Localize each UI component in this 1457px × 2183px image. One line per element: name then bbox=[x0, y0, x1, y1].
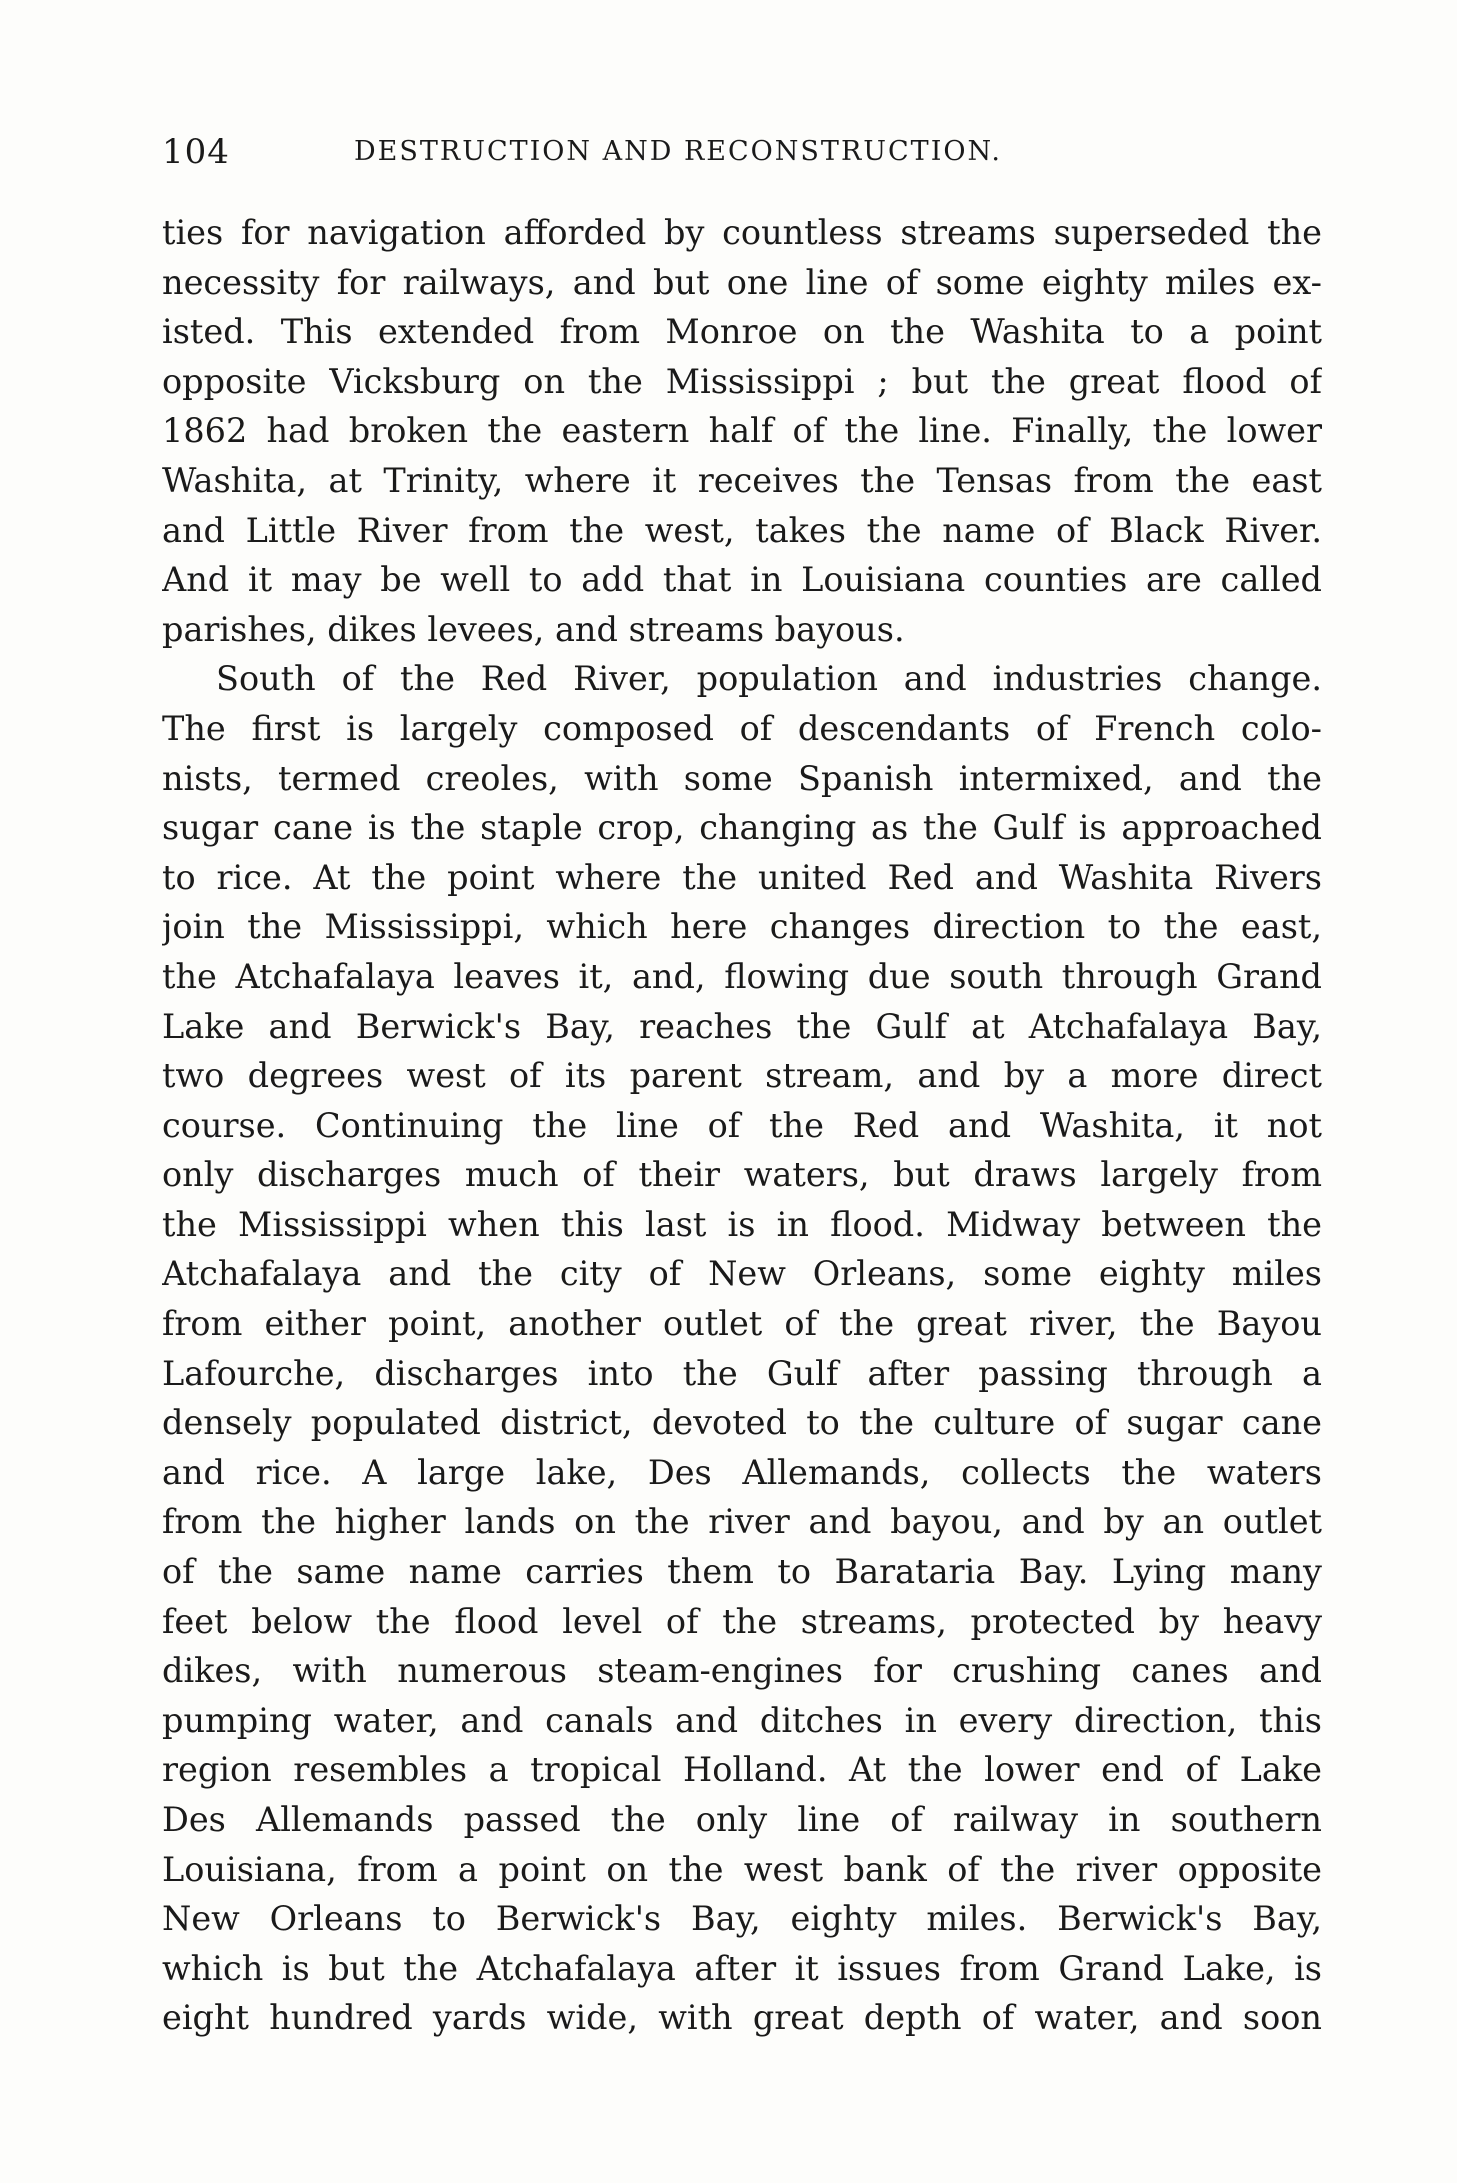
running-head: DESTRUCTION AND RECONSTRUCTION. bbox=[354, 136, 1002, 167]
text-line: join the Mississippi, which here changes direction to the east, bbox=[162, 907, 1322, 947]
text-line: which is but the Atchafalaya after it issues from Grand Lake, is bbox=[162, 1948, 1322, 1988]
paragraph bbox=[162, 208, 1322, 654]
text-line: ties for navigation afforded by countless streams superseded the bbox=[162, 213, 1322, 252]
text-line: And it may be well to add that in Louisiana counties are called bbox=[162, 560, 1322, 600]
text-line: Atchafalaya and the city of New Orleans, some eighty miles bbox=[162, 1254, 1322, 1294]
page-number: 104 bbox=[162, 132, 230, 172]
text-line: only discharges much of their waters, but draws largely from bbox=[162, 1155, 1322, 1195]
text-line: Lake and Berwick's Bay, reaches the Gulf at Atchafalaya Bay, bbox=[162, 1006, 1322, 1046]
text-line: two degrees west of its parent stream, and by a more direct bbox=[162, 1056, 1322, 1096]
page-header bbox=[162, 128, 1322, 176]
text-line: parishes, dikes levees, and streams bayous. bbox=[162, 609, 905, 649]
text-line: course. Continuing the line of the Red and Washita, it not bbox=[162, 1105, 1322, 1145]
text-line: The first is largely composed of descendants of French colo- bbox=[162, 708, 1322, 748]
text-line: dikes, with numerous steam-engines for crushing canes and bbox=[162, 1651, 1322, 1691]
text-line: South of the Red River, population and industries change. bbox=[216, 659, 1322, 699]
text-line: sugar cane is the staple crop, changing as the Gulf is approached bbox=[162, 808, 1322, 848]
text-line: Lafourche, discharges into the Gulf after passing through a bbox=[162, 1353, 1322, 1393]
text-line: eight hundred yards wide, with great depth of water, and soon bbox=[162, 1998, 1322, 2038]
text-line: isted. This extended from Monroe on the Washita to a point bbox=[162, 312, 1322, 352]
text-line: the Atchafalaya leaves it, and, flowing due south through Grand bbox=[162, 956, 1322, 996]
text-line: Des Allemands passed the only line of railway in southern bbox=[162, 1800, 1322, 1839]
text-line: opposite Vicksburg on the Mississippi ; but the great flood of bbox=[162, 361, 1322, 401]
text-line: from either point, another outlet of the great river, the Bayou bbox=[162, 1304, 1322, 1344]
text-line: and Little River from the west, takes the name of Black River. bbox=[162, 510, 1322, 550]
text-line: densely populated district, devoted to the culture of sugar cane bbox=[162, 1403, 1322, 1443]
text-line: the Mississippi when this last is in flood. Midway between the bbox=[162, 1204, 1322, 1244]
text-line: and rice. A large lake, Des Allemands, collects the waters bbox=[162, 1452, 1322, 1492]
text-line: to rice. At the point where the united Red and Washita Rivers bbox=[162, 857, 1322, 897]
body-text bbox=[162, 208, 1322, 2043]
text-line: 1862 had broken the eastern half of the line. Finally, the lower bbox=[162, 411, 1322, 451]
paragraph bbox=[162, 654, 1322, 2043]
text-line: New Orleans to Berwick's Bay, eighty miles. Berwick's Bay, bbox=[162, 1899, 1322, 1939]
text-line: region resembles a tropical Holland. At the lower end of Lake bbox=[162, 1750, 1322, 1790]
text-line: nists, termed creoles, with some Spanish intermixed, and the bbox=[162, 758, 1322, 798]
text-line: Washita, at Trinity, where it receives the Tensas from the east bbox=[162, 460, 1322, 500]
text-line: pumping water, and canals and ditches in every direction, this bbox=[162, 1700, 1322, 1740]
text-line: from the higher lands on the river and bayou, and by an outlet bbox=[162, 1502, 1322, 1542]
text-line: feet below the flood level of the streams, protected by heavy bbox=[162, 1601, 1322, 1641]
text-line: necessity for railways, and but one line of some eighty miles ex- bbox=[162, 262, 1322, 302]
text-line: Louisiana, from a point on the west bank of the river opposite bbox=[162, 1849, 1322, 1889]
text-line: of the same name carries them to Barataria Bay. Lying many bbox=[162, 1552, 1322, 1592]
